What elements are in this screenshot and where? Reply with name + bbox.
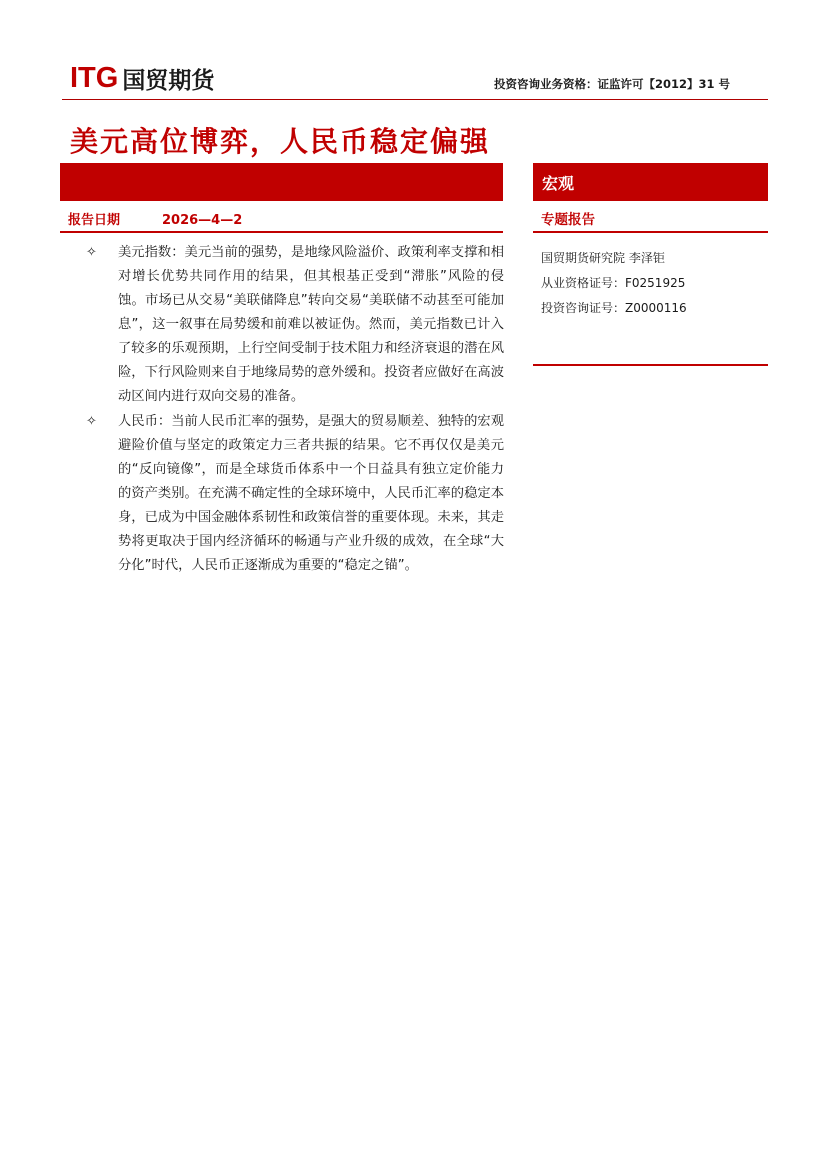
sidebar-bottom-divider [533, 364, 768, 366]
bullet-text: 人民币：当前人民币汇率的强势，是强大的贸易顺差、独特的宏观避险价值与坚定的政策定力三者共振的结果。它不再仅仅是美元的“反向镜像”，而是全球货币体系中一个日益具有独立定价能力的资产类别。在充满不确定性的全球环境中，人民币汇率的稳定本身，已成为中国金融体系韧性和政策信誉的重要体现。未来，其走势将更取决于国内经济循环的畅通与产业升级的成效，在全球“大分化”时代，人民币正逐渐成为重要的“稳定之锚”。 [118, 414, 504, 573]
report-type-label: 专题报告 [541, 212, 595, 228]
report-date-row [68, 209, 242, 228]
title-banner-bar [60, 163, 503, 201]
logo-company-name: 国贸期货 [122, 68, 215, 94]
bullet-usd-index [86, 241, 504, 409]
analyst-info [541, 246, 687, 321]
qualification-text: 投资咨询业务资格：证监许可【2012】31 号 [493, 77, 730, 91]
analyst-name: 国贸期货研究院 李泽钜 [541, 251, 665, 265]
report-date-value: 2026—4—2 [162, 213, 243, 228]
bullet-text: 美元指数：美元当前的强势，是地缘风险溢价、政策利率支撑和相对增长优势共同作用的结果，但其根基正受到“滞胀”风险的侵蚀。市场已从交易“美联储降息”转向交易“美联储不动甚至可能加息”，这一叙事在局势缓和前难以被证伪。然而，美元指数已计入了较多的乐观预期，上行空间受制于技术阻力和经济衰退的潜在风险，下行风险则来自于地缘局势的意外缓和。投资者应做好在高波动区间内进行双向交易的准备。 [118, 245, 504, 404]
practice-license: 从业资格证号：F0251925 [541, 276, 686, 290]
date-divider [60, 231, 503, 233]
header-divider [62, 99, 768, 100]
bullet-rmb [86, 410, 504, 578]
logo-itg-text: ITG [70, 62, 119, 94]
sidebar-divider [533, 231, 768, 233]
company-logo [70, 62, 214, 95]
category-banner [533, 163, 768, 201]
consult-license: 投资咨询证号：Z0000116 [541, 301, 687, 315]
diamond-bullet-icon: ✧ [86, 245, 97, 260]
report-date-label: 报告日期 [68, 213, 121, 228]
report-title: 美元高位博弈，人民币稳定偏强 [70, 125, 491, 158]
category-label: 宏观 [542, 174, 575, 193]
diamond-bullet-icon: ✧ [86, 414, 97, 429]
summary-bullets [86, 241, 504, 579]
